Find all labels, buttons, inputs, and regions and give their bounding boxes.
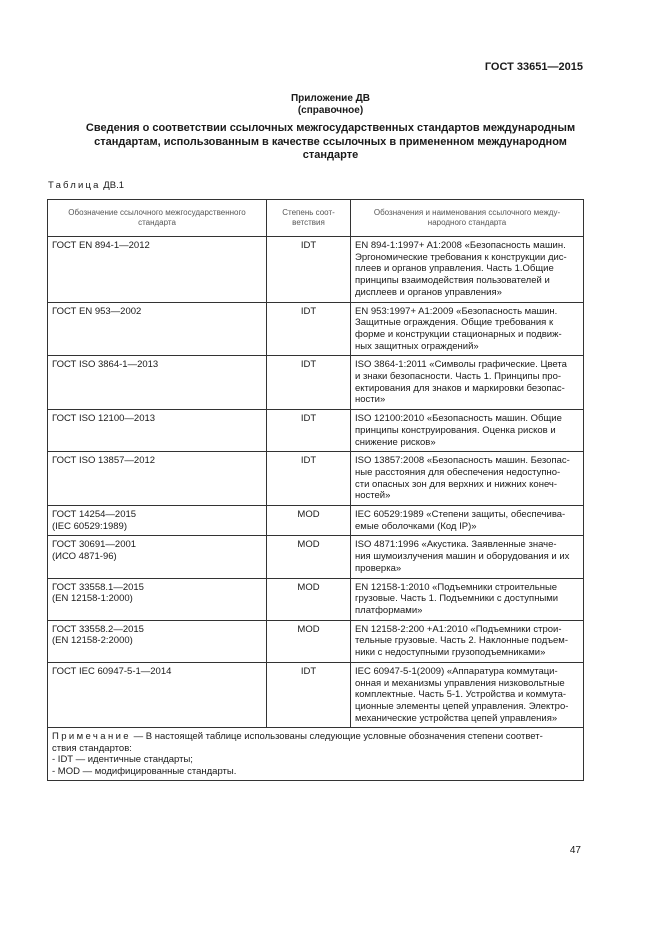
designation-line: ГОСТ EN 953—2002 (52, 305, 142, 317)
intl-line: ISO 4871:1996 «Акустика. Заявленные значе- (355, 539, 557, 551)
cell-international-standard (351, 506, 584, 536)
cell-degree: MOD (267, 620, 351, 662)
cell-international-standard (351, 662, 584, 728)
cell-international-standard (351, 620, 584, 662)
intl-line: ностей» (355, 490, 391, 502)
cell-international-standard (351, 452, 584, 506)
correspondence-table (47, 199, 584, 781)
cell-degree: MOD (267, 506, 351, 536)
table-row (48, 452, 584, 506)
intl-line: Эргономические требования к конструкции дис- (355, 251, 567, 263)
cell-international-standard (351, 302, 584, 356)
designation-line: ГОСТ 14254—2015 (52, 509, 137, 521)
table-note-row (48, 728, 584, 781)
designation-line: ГОСТ 30691—2001 (52, 539, 137, 551)
heading-line: стандартам, использованным в качестве ссылочных в примененном международном (94, 135, 567, 148)
intl-line: грузовые. Часть 1. Подъемники с доступными (355, 593, 559, 605)
cell-designation (48, 578, 267, 620)
intl-line: ные расстояния для обеспечения недоступно- (355, 466, 561, 478)
appendix-note: (справочное) (297, 105, 364, 116)
intl-line: механические устройства цепей управления» (355, 712, 558, 724)
cell-designation (48, 506, 267, 536)
document-code: ГОСТ 33651—2015 (484, 61, 583, 73)
note-first-line: — В настоящей таблице использованы следующие условные обозначения степени соответ- (131, 731, 543, 743)
intl-line: EN 12158-1:2010 «Подъемники строительные (355, 581, 558, 593)
designation-line: (EN 12158-1:2000) (52, 593, 133, 605)
cell-international-standard (351, 410, 584, 452)
intl-line: ных защитных ограждений» (355, 340, 479, 352)
intl-line: проверка» (355, 562, 402, 574)
intl-line: сти опасных зон для верхних и нижних конеч- (355, 478, 558, 490)
intl-line: тельные грузовые. Часть 2. Наклонные подъем- (355, 635, 568, 647)
designation-line: ГОСТ EN 894-1—2012 (52, 240, 150, 251)
intl-line: ния шумоизлучения машин и оборудования и их (355, 551, 570, 563)
designation-line: ГОСТ ISO 12100—2013 (52, 413, 156, 425)
cell-designation (48, 237, 267, 303)
cell-degree: IDT (267, 356, 351, 410)
cell-degree: IDT (267, 302, 351, 356)
note-prefix: Примечание (52, 731, 131, 743)
intl-line: ционные элементы цепей управления. Электро- (355, 700, 569, 712)
cell-designation (48, 410, 267, 452)
table-row (48, 536, 584, 578)
note-line: ствия стандартов: (52, 742, 132, 754)
intl-line: дисплеев и органов управления» (355, 286, 502, 298)
header-designation: Обозначение ссылочного межгосударственного стандарта (48, 200, 267, 237)
table-label-word: Таблица (48, 180, 101, 191)
cell-designation (48, 536, 267, 578)
cell-designation (48, 620, 267, 662)
intl-line: ники с недоступными грузоподъемниками» (355, 647, 546, 659)
designation-line: ГОСТ ISO 13857—2012 (52, 455, 156, 467)
cell-degree: MOD (267, 578, 351, 620)
table-row (48, 578, 584, 620)
cell-international-standard (351, 536, 584, 578)
header-international-standard: Обозначения и наименования ссылочного между- народного стандарта (351, 200, 584, 237)
intl-line: Защитные ограждения. Общие требования к (355, 317, 554, 329)
heading-line: стандарте (302, 149, 359, 161)
cell-international-standard (351, 237, 584, 303)
intl-line: онная и механизмы управления низковольтные (355, 677, 565, 689)
table-note (48, 728, 584, 781)
intl-line: снижение рисков» (355, 436, 436, 448)
table-label (48, 180, 124, 191)
table-row (48, 356, 584, 410)
table-label-number: ДВ.1 (103, 180, 124, 191)
intl-line: IEC 60947-5-1(2009) «Аппаратура коммутаци- (355, 665, 558, 677)
intl-line: принципы конструирования. Оценка рисков и (355, 424, 556, 436)
cell-designation (48, 662, 267, 728)
designation-line: ГОСТ 33558.1—2015 (52, 581, 144, 593)
cell-international-standard (351, 356, 584, 410)
note-line: - IDT — идентичные стандарты; (52, 754, 193, 766)
cell-designation (48, 452, 267, 506)
intl-line: и знаки безопасности. Часть 1. Принципы про- (355, 371, 562, 383)
intl-line: форме и конструкции стационарных и подвиж- (355, 328, 562, 340)
cell-designation (48, 302, 267, 356)
intl-line: плеев и органов управления. Часть 1.Общие (355, 263, 554, 275)
header-degree: Степень соот- ветствия (267, 200, 351, 237)
intl-line: платформами» (355, 604, 423, 616)
cell-degree: IDT (267, 452, 351, 506)
table-row (48, 620, 584, 662)
designation-line: (ИСО 4871-96) (52, 551, 117, 563)
table-row (48, 506, 584, 536)
table-row (48, 302, 584, 356)
cell-degree: IDT (267, 662, 351, 728)
appendix-heading (60, 122, 601, 163)
table-header-row (48, 200, 584, 237)
designation-line: (EN 12158-2:2000) (52, 635, 133, 647)
designation-line: ГОСТ 33558.2—2015 (52, 623, 144, 635)
intl-line: ISO 3864-1:2011 «Символы графические. Цвета (355, 359, 567, 371)
designation-line: (IEC 60529:1989) (52, 520, 127, 532)
intl-line: EN 953:1997+ A1:2009 «Безопасность машин. (355, 305, 558, 317)
note-line: - MOD — модифицированные стандарты. (52, 765, 237, 777)
cell-international-standard (351, 578, 584, 620)
intl-line: EN 894-1:1997+ A1:2008 «Безопасность машин. (355, 240, 566, 251)
intl-line: ности» (355, 394, 386, 406)
intl-line: ISO 12100:2010 «Безопасность машин. Общие (355, 413, 562, 425)
page-number: 47 (569, 845, 581, 856)
designation-line: ГОСТ ISO 3864-1—2013 (52, 359, 159, 371)
cell-degree: IDT (267, 237, 351, 303)
intl-line: ектирования для знаков и маркировки безопас- (355, 382, 565, 394)
intl-line: емые оболочками (Код IP)» (355, 520, 477, 532)
cell-degree: MOD (267, 536, 351, 578)
intl-line: IEC 60529:1989 «Степени защиты, обеспечива- (355, 509, 566, 521)
intl-line: ISO 13857:2008 «Безопасность машин. Безопас- (355, 455, 570, 467)
table-row (48, 662, 584, 728)
cell-degree: IDT (267, 410, 351, 452)
designation-line: ГОСТ IEC 60947-5-1—2014 (52, 665, 172, 677)
appendix-title: Приложение ДВ (290, 93, 371, 104)
intl-line: комплектные. Часть 5-1. Устройства и коммута- (355, 689, 567, 701)
intl-line: принципы взаимодействия пользователей и (355, 275, 550, 287)
table-row (48, 410, 584, 452)
cell-designation (48, 356, 267, 410)
heading-line: Сведения о соответствии ссылочных межгосударственных стандартов международным (85, 122, 576, 134)
intl-line: EN 12158-2:200 +A1:2010 «Подъемники строи- (355, 623, 562, 635)
table-row (48, 237, 584, 303)
